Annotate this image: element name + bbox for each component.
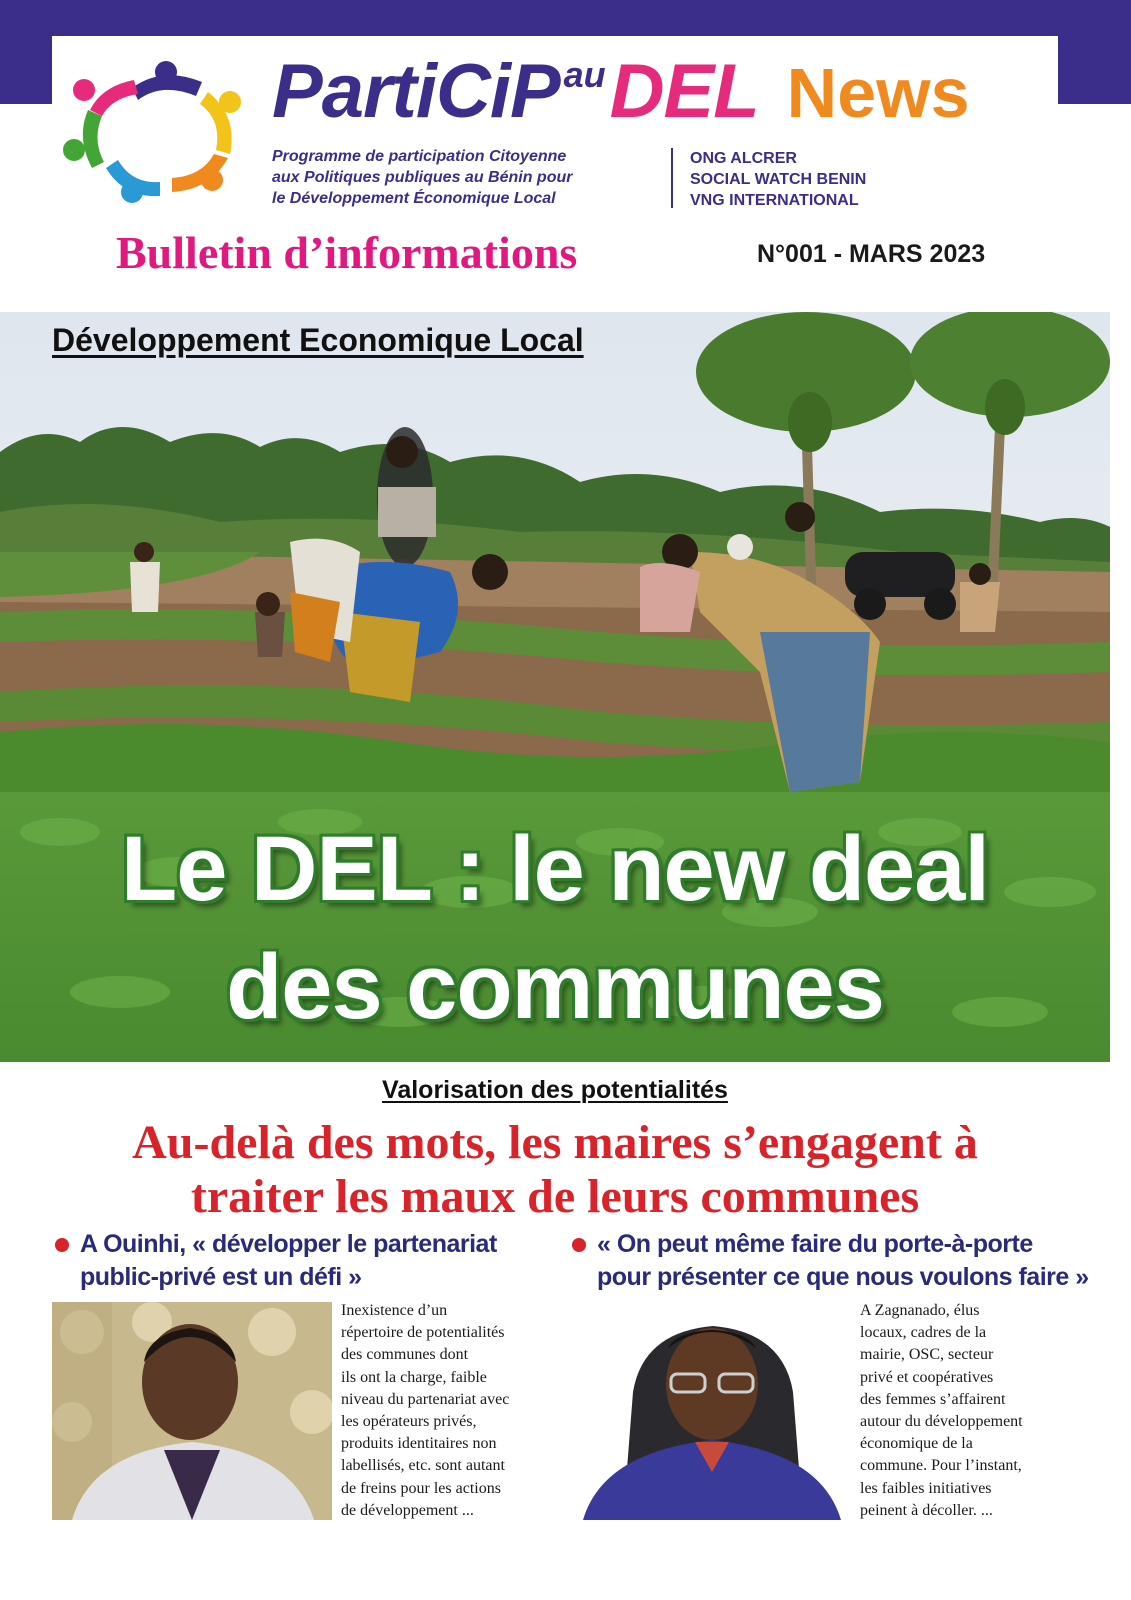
- portrait-mayor-zagnanado: [573, 1302, 851, 1520]
- bulletin-label: Bulletin d’informations: [116, 227, 578, 278]
- masthead-au: au: [563, 54, 606, 95]
- right-title-line: « On peut même faire du porte-à-porte: [597, 1230, 1033, 1258]
- feature-title: [0, 1116, 1110, 1224]
- bullet-icon: [55, 1238, 69, 1252]
- header-divider: [671, 148, 673, 208]
- feature-title-line: traiter les maux de leurs communes: [190, 1170, 920, 1223]
- left-title-line: A Ouinhi, « développer le partenariat: [80, 1230, 497, 1258]
- body-line: économique de la: [860, 1435, 973, 1453]
- body-line: ils ont la charge, faible: [341, 1368, 487, 1386]
- body-line: niveau du partenariat avec: [341, 1390, 510, 1408]
- left-article-title: [80, 1228, 497, 1294]
- body-line: A Zagnanado, élus: [860, 1302, 980, 1319]
- masthead-news: News: [786, 54, 970, 132]
- body-line: produits identitaires non: [341, 1435, 497, 1453]
- body-line: les opérateurs privés,: [341, 1413, 477, 1431]
- body-line: locaux, cadres de la: [860, 1324, 987, 1342]
- body-line: commune. Pour l’instant,: [860, 1457, 1022, 1475]
- top-right-color-band: [1058, 0, 1131, 104]
- headline-line: Le DEL : le new deal: [121, 818, 989, 920]
- issue-number: N°001 - MARS 2023: [757, 240, 986, 268]
- body-line: répertoire de potentialités: [341, 1324, 505, 1342]
- program-description: [272, 146, 662, 209]
- body-line: les faibles initiatives: [860, 1479, 992, 1497]
- left-article-body: [341, 1300, 509, 1522]
- program-line: Programme de participation Citoyenne: [272, 148, 567, 165]
- body-line: de freins pour les actions: [341, 1479, 501, 1497]
- feature-kicker: Valorisation des potentialités: [382, 1076, 728, 1104]
- program-line: aux Politiques publiques au Bénin pour: [272, 169, 573, 186]
- right-article-title: [597, 1228, 1089, 1294]
- headline-line: des communes: [226, 936, 884, 1038]
- left-title-line: public-privé est un défi »: [80, 1263, 362, 1291]
- partner-item: VNG INTERNATIONAL: [690, 192, 859, 209]
- body-line: des communes dont: [341, 1346, 469, 1364]
- right-title-line: pour présenter ce que nous voulons faire »: [597, 1263, 1089, 1291]
- masthead-del: DEL: [609, 49, 759, 134]
- portrait-mayor-ouinhi: [52, 1302, 332, 1520]
- top-left-color-band: [0, 0, 52, 104]
- bullet-icon: [572, 1238, 586, 1252]
- body-line: autour du développement: [860, 1413, 1023, 1431]
- masthead-particip: PartiCiP: [272, 49, 560, 134]
- partner-item: ONG ALCRER: [690, 150, 797, 167]
- body-line: labellisés, etc. sont autant: [341, 1457, 505, 1475]
- partner-list: [690, 148, 866, 211]
- body-line: Inexistence d’un: [341, 1302, 448, 1319]
- body-line: des femmes s’affairent: [860, 1390, 1006, 1408]
- body-line: privé et coopératives: [860, 1368, 994, 1386]
- particip-logo-icon: [62, 58, 248, 208]
- body-line: de développement ...: [341, 1501, 474, 1519]
- masthead-title: [272, 48, 970, 138]
- body-line: peinent à décoller. ...: [860, 1501, 993, 1519]
- partner-item: SOCIAL WATCH BENIN: [690, 171, 867, 188]
- top-color-band: [0, 0, 1131, 36]
- right-article-body: [860, 1300, 1023, 1522]
- body-line: mairie, OSC, secteur: [860, 1346, 994, 1364]
- program-line: le Développement Économique Local: [272, 190, 556, 207]
- feature-title-line: Au-delà des mots, les maires s’engagent à: [132, 1116, 978, 1169]
- section-label: Développement Economique Local: [52, 322, 584, 358]
- cover-headline: [0, 810, 1110, 1046]
